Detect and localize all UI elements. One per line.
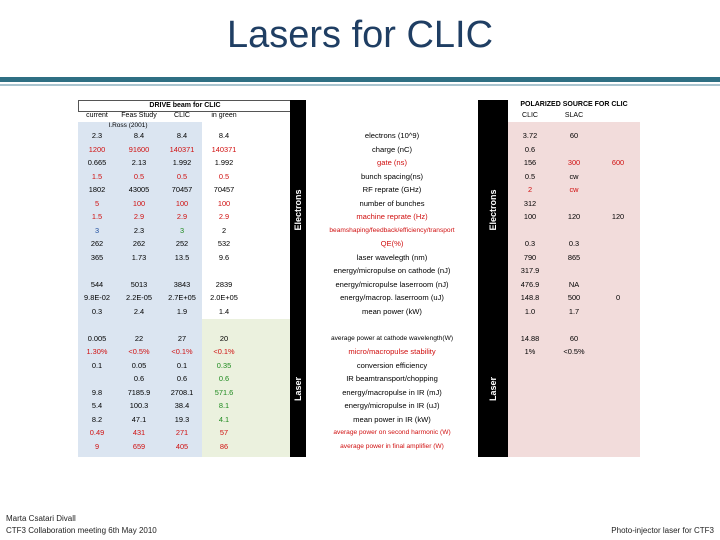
polarized-cell: [596, 400, 640, 411]
drive-cell: 47.1: [131, 414, 147, 424]
polarized-cell: 14.88: [520, 333, 540, 343]
drive-cell: 20: [219, 333, 229, 343]
drive-cell: 0.05: [131, 360, 147, 370]
sub-ross: I.Ross (2001): [108, 122, 148, 129]
table-row: [78, 238, 640, 249]
polarized-cell: [596, 306, 640, 317]
parameter-label: laser wavelegth (nm): [356, 252, 428, 262]
drive-cell: [162, 319, 202, 330]
drive-cell: 2.3: [91, 131, 103, 140]
drive-cell: 1.5: [91, 171, 103, 181]
drive-cell: [78, 373, 116, 384]
electrons-label-right: Electrons: [488, 189, 498, 231]
drive-cell: 8.4: [176, 131, 188, 140]
drive-cell: 2.9: [218, 212, 230, 221]
polarized-cell: [508, 427, 552, 438]
drive-cell: 2.0E+05: [210, 293, 238, 302]
laser-label-left: Laser: [293, 376, 303, 401]
drive-cell: [78, 319, 116, 330]
drive-cell: 1200: [88, 144, 106, 154]
drive-cell: 9.8E-02: [84, 293, 110, 302]
drive-cell: 571.6: [214, 387, 234, 397]
parameter-label: electrons (10^9): [364, 131, 420, 140]
polarized-cell: [552, 441, 596, 452]
col-pol-clic: CLIC: [522, 112, 538, 119]
polarized-cell: 865: [567, 252, 581, 262]
parameter-label: number of bunches: [359, 198, 425, 208]
polarized-cell: [552, 225, 596, 236]
drive-cell: [116, 265, 162, 276]
polarized-cell: [508, 319, 552, 330]
parameter-label: energy/macrop. laserroom (uJ): [340, 293, 444, 302]
drive-cell: 0.6: [218, 374, 230, 383]
polarized-cell: 120: [567, 212, 581, 221]
drive-cell: 544: [90, 279, 104, 289]
parameter-label: gate (ns): [377, 158, 407, 167]
parameter-label: RF reprate (GHz): [362, 185, 422, 194]
drive-cell: 9.6: [218, 252, 230, 262]
drive-cell: 8.4: [133, 131, 145, 140]
polarized-cell: [552, 427, 596, 438]
drive-cell: 405: [175, 441, 189, 451]
polarized-cell: 2: [527, 185, 533, 194]
drive-cell: 86: [219, 441, 229, 451]
drive-cell: 1.30%: [86, 347, 108, 356]
polarized-cell: 1.0: [524, 306, 536, 316]
table-row: [78, 225, 640, 236]
parameter-label: energy/micropulse in IR (uJ): [344, 401, 440, 410]
drive-cell: 38.4: [174, 401, 190, 410]
drive-cell: 0.5: [176, 171, 188, 181]
drive-cell: 659: [132, 441, 146, 451]
table-row: [78, 265, 640, 276]
polarized-cell: [596, 346, 640, 357]
footer-event: CTF3 Collaboration meeting 6th May 2010: [6, 526, 157, 535]
drive-cell: 3: [179, 225, 185, 235]
drive-cell: 3843: [173, 279, 191, 289]
drive-cell: 27: [177, 333, 187, 343]
footer-author: Marta Csatari Divall: [6, 514, 76, 523]
parameter-label: machine reprate (Hz): [356, 212, 428, 221]
polarized-cell: 148.8: [520, 293, 540, 302]
table-row: [78, 333, 640, 344]
polarized-cell: 0.6: [524, 144, 536, 154]
drive-beam-header: DRIVE beam for CLIC: [78, 100, 292, 112]
drive-cell: 0.49: [89, 428, 105, 437]
drive-cell: 70457: [213, 185, 235, 194]
drive-cell: 0.35: [216, 360, 232, 370]
polarized-cell: [596, 279, 640, 290]
polarized-cell: 600: [611, 158, 625, 167]
polarized-cell: 500: [567, 293, 581, 302]
parameter-label: average power at cathode wavelength(W): [330, 334, 454, 342]
drive-cell: 7185.9: [127, 387, 151, 397]
drive-cell: 532: [217, 239, 231, 248]
table-row: [78, 414, 640, 425]
polarized-cell: [552, 265, 596, 276]
drive-cell: 262: [132, 239, 146, 248]
table-row: [78, 211, 640, 222]
parameter-label: micro/macropulse stability: [348, 347, 436, 356]
electrons-label-left: Electrons: [293, 189, 303, 231]
drive-cell: 0.5: [133, 171, 145, 181]
col-clic: CLIC: [174, 112, 190, 119]
drive-cell: 2.2E-05: [126, 293, 152, 302]
table-row: [78, 279, 640, 290]
drive-cell: 5013: [130, 279, 148, 289]
polarized-cell: [552, 360, 596, 371]
polarized-cell: 0.3: [568, 239, 580, 248]
polarized-cell: 156: [523, 158, 537, 167]
drive-cell: 2708.1: [170, 387, 194, 397]
polarized-cell: [508, 414, 552, 425]
table-row: [78, 292, 640, 303]
polarized-cell: [596, 198, 640, 209]
polarized-cell: [596, 252, 640, 263]
drive-cell: 100.3: [129, 401, 149, 410]
drive-cell: 1.4: [218, 306, 230, 316]
drive-cell: 271: [175, 428, 189, 437]
col-slac: SLAC: [564, 112, 584, 119]
drive-cell: 1.992: [172, 158, 192, 167]
drive-cell: 2.7E+05: [168, 293, 196, 302]
polarized-cell: 120: [611, 212, 625, 221]
polarized-cell: cw: [569, 171, 579, 181]
table-row: [78, 157, 640, 168]
drive-cell: 9: [94, 441, 100, 451]
table-row: [78, 130, 640, 141]
drive-cell: 0.6: [176, 374, 188, 383]
parameter-label: mean power (kW): [362, 306, 422, 316]
polarized-cell: [508, 441, 552, 452]
polarized-cell: [596, 414, 640, 425]
drive-cell: 1.992: [214, 158, 234, 167]
title-rule: [0, 77, 720, 82]
drive-cell: 0.1: [91, 360, 103, 370]
polarized-cell: [552, 198, 596, 209]
drive-cell: [202, 319, 246, 330]
parameter-label: bunch spacing(ns): [360, 171, 424, 181]
col-feas-study: Feas Study: [121, 112, 157, 119]
drive-cell: <0.5%: [128, 347, 150, 356]
polarized-cell: [552, 414, 596, 425]
table-row: [78, 171, 640, 182]
drive-cell: 2.4: [133, 306, 145, 316]
drive-cell: [116, 319, 162, 330]
parameter-label: mean power in IR (kW): [353, 414, 431, 424]
drive-cell: 2.9: [133, 212, 145, 221]
drive-cell: 252: [175, 239, 189, 248]
polarized-cell: [596, 171, 640, 182]
drive-cell: 2.3: [133, 225, 145, 235]
drive-cell: 1.9: [176, 306, 188, 316]
drive-cell: 3: [94, 225, 100, 235]
table-row: [78, 441, 640, 452]
parameter-label: [306, 319, 478, 330]
table-row: [78, 373, 640, 384]
polarized-cell: [596, 130, 640, 141]
table-row: [78, 400, 640, 411]
polarized-cell: 100: [523, 212, 537, 221]
table-row: [78, 387, 640, 398]
polarized-cell: [596, 184, 640, 195]
polarized-cell: 60: [569, 333, 579, 343]
table-row: [78, 427, 640, 438]
parameter-label: energy/micropulse laserroom (nJ): [335, 279, 449, 289]
polarized-cell: [596, 360, 640, 371]
parameter-label: charge (nC): [371, 144, 413, 154]
polarized-cell: [596, 319, 640, 330]
polarized-cell: [596, 144, 640, 155]
polarized-cell: 317.9: [520, 266, 540, 275]
polarized-cell: 0.5: [524, 171, 536, 181]
drive-cell: 8.1: [218, 401, 230, 410]
drive-cell: 2.13: [131, 158, 147, 167]
polarized-cell: 312: [523, 198, 537, 208]
polarized-cell: NA: [568, 279, 580, 289]
polarized-cell: [508, 400, 552, 411]
table-row: [78, 184, 640, 195]
polarized-cell: [508, 373, 552, 384]
slide-title: Lasers for CLIC: [226, 14, 494, 56]
parameter-label: energy/macropulse in IR (mJ): [342, 387, 442, 397]
polarized-cell: 60: [569, 131, 579, 140]
drive-cell: 365: [90, 252, 104, 262]
polarized-cell: [552, 400, 596, 411]
drive-cell: 1.73: [131, 252, 147, 262]
polarized-cell: 3.72: [522, 131, 538, 140]
drive-cell: 100: [175, 198, 189, 208]
col-current: current: [86, 112, 108, 119]
drive-cell: 13.5: [174, 252, 190, 262]
table-row: [78, 319, 640, 330]
table-row: [78, 198, 640, 209]
polarized-cell: 0: [615, 293, 621, 302]
parameter-label: QE(%): [380, 239, 404, 248]
drive-cell: 43005: [128, 185, 150, 194]
table-row: [78, 346, 640, 357]
polarized-cell: [508, 360, 552, 371]
drive-cell: <0.1%: [171, 347, 193, 356]
drive-cell: 0.005: [87, 333, 107, 343]
drive-cell: 22: [134, 333, 144, 343]
polarized-cell: [596, 427, 640, 438]
polarized-cell: [596, 441, 640, 452]
drive-cell: 100: [217, 198, 231, 208]
polarized-cell: [596, 238, 640, 249]
polarized-cell: 300: [567, 158, 581, 167]
drive-cell: 70457: [171, 185, 193, 194]
drive-cell: 262: [90, 239, 104, 248]
title-rule-thin: [0, 84, 720, 86]
drive-cell: 100: [132, 198, 146, 208]
footer-right: Photo-injector laser for CTF3: [611, 526, 714, 535]
polarized-cell: [596, 333, 640, 344]
polarized-cell: 1%: [524, 347, 536, 356]
parameter-label: average power in final amplifier (W): [340, 442, 444, 450]
polarized-cell: 790: [523, 252, 537, 262]
polarized-cell: 1.7: [568, 306, 580, 316]
polarized-cell: 0.3: [524, 239, 536, 248]
drive-cell: 0.1: [176, 360, 188, 370]
drive-cell: 0.5: [218, 171, 230, 181]
polarized-cell: 476.9: [520, 279, 540, 289]
polarized-source-header: POLARIZED SOURCE FOR CLIC: [508, 100, 640, 110]
drive-cell: 140371: [169, 144, 195, 154]
drive-cell: 0.665: [87, 158, 107, 167]
laser-parameter-table: [78, 100, 640, 457]
polarized-cell: [552, 319, 596, 330]
drive-cell: 2.9: [176, 212, 188, 221]
col-in-green: in green: [211, 112, 237, 119]
polarized-cell: [596, 387, 640, 398]
drive-cell: 431: [132, 428, 146, 437]
polarized-cell: [552, 144, 596, 155]
drive-cell: 1802: [88, 185, 106, 194]
parameter-label: beamshaping/feedback/efficiency/transport: [329, 226, 455, 234]
drive-cell: 1.5: [91, 212, 103, 221]
drive-cell: [162, 265, 202, 276]
table-row: [78, 144, 640, 155]
polarized-cell: [596, 373, 640, 384]
drive-cell: [78, 265, 116, 276]
drive-cell: 0.3: [91, 306, 103, 316]
drive-cell: 91600: [128, 144, 150, 154]
drive-cell: [202, 265, 246, 276]
polarized-cell: <0.5%: [563, 347, 585, 356]
parameter-label: IR beamtransport/chopping: [346, 374, 438, 383]
table-row: [78, 306, 640, 317]
polarized-cell: [508, 387, 552, 398]
drive-cell: 2839: [215, 279, 233, 289]
parameter-label: conversion efficiency: [356, 360, 428, 370]
polarized-cell: cw: [569, 185, 579, 194]
table-row: [78, 360, 640, 371]
drive-cell: 2: [221, 225, 227, 235]
drive-cell: 4.1: [218, 414, 230, 424]
drive-cell: 8.4: [218, 131, 230, 140]
drive-cell: 0.6: [133, 374, 145, 383]
drive-cell: 19.3: [174, 414, 190, 424]
polarized-cell: [596, 265, 640, 276]
drive-cell: 9.8: [91, 387, 103, 397]
parameter-label: energy/micropulse on cathode (nJ): [333, 266, 451, 275]
polarized-cell: [552, 373, 596, 384]
polarized-cell: [508, 225, 552, 236]
drive-cell: <0.1%: [213, 347, 235, 356]
table-row: [78, 252, 640, 263]
drive-cell: 8.2: [91, 414, 103, 424]
drive-cell: 140371: [211, 144, 237, 154]
drive-cell: 5.4: [91, 401, 103, 410]
drive-cell: 57: [219, 428, 229, 437]
laser-label-right: Laser: [488, 376, 498, 401]
drive-cell: 5: [94, 198, 100, 208]
polarized-cell: [552, 387, 596, 398]
parameter-label: average power on second harmonic (W): [333, 429, 451, 436]
polarized-cell: [596, 225, 640, 236]
